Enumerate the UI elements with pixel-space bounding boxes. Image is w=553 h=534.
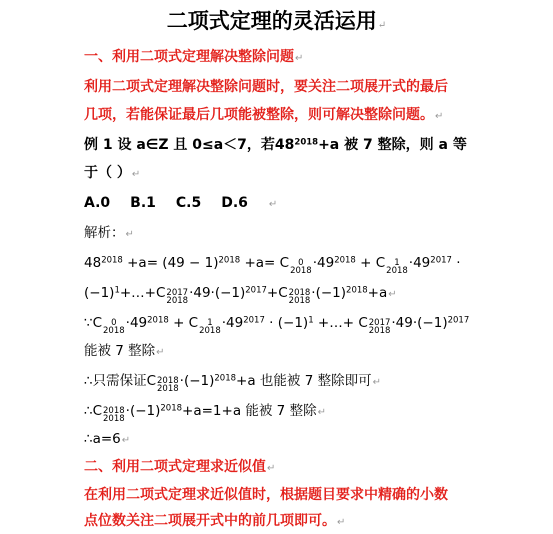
solution-line-4	[84, 340, 547, 364]
equation-line-5	[84, 370, 547, 394]
eq3-part6: +…+ C	[313, 315, 368, 331]
section1-heading	[84, 46, 547, 70]
answer-options	[84, 192, 547, 216]
solution-line-7-text: ∴a=6	[84, 431, 121, 447]
exponent: 2018	[334, 255, 356, 266]
equation-line-1	[84, 252, 547, 275]
eq2-part2: +…+C	[119, 285, 166, 301]
paragraph-mark: ↵	[337, 517, 346, 528]
page-title	[0, 6, 553, 41]
binomial-bottom: 2018	[386, 265, 408, 276]
binomial-bottom: 2018	[157, 383, 179, 394]
exponent: 2018	[214, 373, 237, 384]
example-line2-text: 于（ ）	[84, 165, 131, 181]
paragraph-mark: ↵	[131, 169, 141, 180]
eq2-part4: +C	[266, 285, 288, 301]
eq5-part1: ∴只需保证C	[84, 373, 157, 389]
section2-text-line1: 在利用二项式定理求近似值时，根据题目要求中精确的小数	[84, 487, 448, 503]
eq1-part4: + C	[355, 255, 386, 271]
binomial-top: 2017	[368, 317, 391, 328]
binomial-bottom: 2018	[199, 325, 221, 336]
binomial-top: 1	[207, 317, 213, 328]
binomial-bottom: 2018	[368, 325, 391, 336]
exponent: 2017	[447, 315, 470, 326]
equation-line-6	[84, 400, 547, 424]
option-c: C.5	[175, 195, 202, 211]
binomial-bottom: 2018	[290, 265, 312, 276]
binomial-top: 2018	[103, 405, 125, 416]
exponent: 1	[114, 285, 120, 296]
eq2-part5: ·(−1)	[311, 285, 347, 301]
paragraph-mark: ↵	[121, 435, 131, 446]
eq5-part2: ·(−1)	[179, 373, 215, 389]
solution-line-4-text: 能被 7 整除	[84, 343, 156, 359]
exponent: 2018	[101, 255, 123, 266]
eq3-part7: ·49·(−1)	[391, 315, 448, 331]
paragraph-mark: ↵	[377, 20, 387, 31]
example-line1-prefix: 例 1 设 a∈Z 且 0≤a＜7，若48	[84, 137, 295, 153]
equation-line-2	[84, 282, 547, 306]
exponent: 2017	[245, 285, 267, 296]
exponent: 2018	[294, 137, 319, 148]
paragraph-mark: ↵	[125, 229, 134, 240]
eq1-part3: ·49	[312, 255, 335, 271]
eq1-base: 48	[84, 255, 102, 271]
binomial-bottom: 2018	[103, 413, 125, 424]
binomial-index	[289, 289, 311, 305]
eq3-part4: ·49	[221, 315, 244, 331]
paragraph-mark: ↵	[268, 199, 278, 210]
binomial-top: 2018	[157, 375, 179, 386]
eq5-part3: +a 也能被 7 整除即可	[236, 373, 372, 389]
binomial-index	[369, 319, 391, 335]
paragraph-mark: ↵	[388, 289, 397, 300]
section2-heading	[84, 456, 547, 480]
eq1-part1: +a= (49 − 1)	[122, 255, 219, 271]
eq1-part2: +a= C	[240, 255, 290, 271]
eq6-part1: ∴C	[84, 403, 103, 419]
eq3-part1: ∵C	[84, 315, 103, 331]
binomial-top: 2018	[288, 287, 311, 298]
binomial-bottom: 2018	[103, 325, 125, 336]
section1-text-line1: 利用二项式定理解决整除问题时，要关注二项展开式的最后	[84, 79, 448, 95]
binomial-index	[157, 377, 179, 393]
exponent: 2018	[160, 403, 183, 414]
example-line2	[84, 162, 547, 186]
eq6-part3: +a=1+a 能被 7 整除	[182, 403, 317, 419]
eq1-part5: ·49	[408, 255, 431, 271]
binomial-index	[386, 259, 408, 275]
eq3-part3: + C	[168, 315, 199, 331]
binomial-top: 1	[394, 257, 400, 268]
title-text: 二项式定理的灵活运用	[166, 8, 377, 33]
paragraph-mark: ↵	[435, 111, 444, 122]
example-line1	[84, 134, 547, 156]
binomial-top: 2017	[166, 287, 189, 298]
binomial-index	[290, 259, 312, 275]
exponent: 2017	[243, 315, 265, 326]
section2-text-line2	[84, 510, 547, 534]
exponent: 1	[308, 315, 314, 326]
exponent: 2017	[430, 255, 452, 266]
equation-line-3	[84, 312, 547, 335]
binomial-index	[199, 319, 221, 335]
exponent: 2018	[218, 255, 241, 266]
paragraph-mark: ↵	[295, 53, 304, 64]
solution-line-7	[84, 428, 547, 452]
paragraph-mark: ↵	[317, 407, 326, 418]
option-d: D.6	[221, 195, 248, 211]
section1-text-line2-text: 几项，若能保证最后几项能被整除，则可解决整除问题。	[84, 107, 434, 123]
example-line1-suffix: +a 被 7 整除，则 a 等	[318, 137, 467, 153]
section2-text-line2-text: 点位数关注二项展开式中的前几项即可。	[84, 513, 336, 529]
solution-label-text: 解析：	[84, 225, 125, 241]
section1-heading-text: 一、利用二项式定理解决整除问题	[84, 49, 294, 65]
eq6-part2: ·(−1)	[125, 403, 161, 419]
exponent: 2018	[346, 285, 368, 296]
paragraph-mark: ↵	[372, 377, 381, 388]
eq1-part6: ·	[451, 255, 461, 271]
binomial-bottom: 2018	[166, 295, 189, 306]
eq3-part2: ·49	[125, 315, 148, 331]
binomial-top: 0	[298, 257, 304, 268]
paragraph-mark: ↵	[267, 463, 276, 474]
paragraph-mark: ↵	[156, 347, 165, 358]
binomial-index	[103, 319, 125, 335]
section1-text-line2	[84, 104, 547, 128]
binomial-bottom: 2018	[288, 295, 311, 306]
section2-heading-text: 二、利用二项式定理求近似值	[84, 459, 266, 475]
binomial-top: 0	[111, 317, 117, 328]
eq2-part3: ·49·(−1)	[189, 285, 246, 301]
option-b: B.1	[130, 195, 156, 211]
binomial-index	[103, 407, 125, 423]
exponent: 2018	[147, 315, 169, 326]
solution-label	[84, 222, 547, 246]
binomial-index	[166, 289, 188, 305]
eq2-part1: (−1)	[84, 285, 115, 301]
option-a: A.0	[84, 195, 111, 211]
eq2-part6: +a	[367, 285, 388, 301]
eq3-part5: · (−1)	[264, 315, 309, 331]
